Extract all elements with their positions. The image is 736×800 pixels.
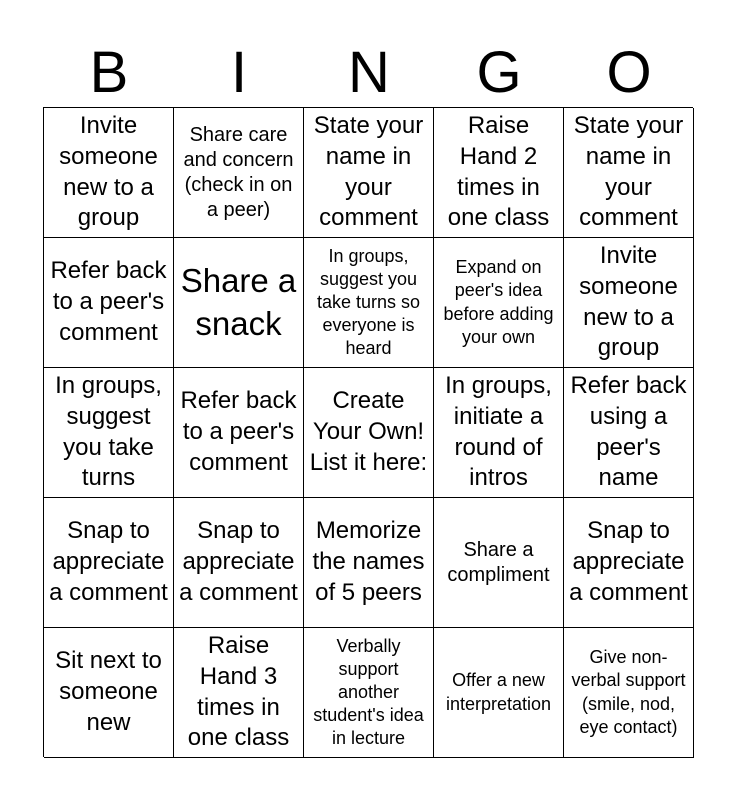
bingo-cell	[304, 238, 434, 368]
bingo-cell	[564, 108, 694, 238]
cell-text: Memorize the names of 5 peers	[312, 517, 425, 606]
cell-text: In groups, initiate a round of intros	[445, 372, 552, 492]
bingo-cell	[564, 498, 694, 628]
bingo-cell	[434, 238, 564, 368]
bingo-cell	[564, 368, 694, 498]
bingo-cell	[564, 238, 694, 368]
bingo-cell	[304, 498, 434, 628]
bingo-cell	[304, 368, 434, 498]
bingo-board	[43, 107, 693, 757]
bingo-cell	[44, 498, 174, 628]
cell-text: Raise Hand 3 times in one class	[187, 632, 290, 752]
header-letter-n: N	[348, 40, 390, 105]
bingo-cell	[434, 498, 564, 628]
cell-text: Give non-verbal support (smile, nod, eye contact)	[571, 647, 686, 737]
cell-text: In groups, suggest you take turns so everyone is heard	[316, 245, 421, 359]
bingo-cell	[174, 628, 304, 758]
bingo-cell	[44, 368, 174, 498]
cell-text: Verbally support another student's idea in lecture	[313, 635, 424, 749]
bingo-cell	[44, 108, 174, 238]
bingo-cell	[434, 108, 564, 238]
bingo-cell	[434, 368, 564, 498]
cell-text: Refer back to a peer's comment	[50, 257, 167, 346]
cell-text: Offer a new interpretation	[445, 670, 552, 714]
bingo-cell	[304, 108, 434, 238]
header-letter-g: G	[476, 40, 522, 105]
cell-text: Snap to appreciate a comment	[179, 517, 298, 606]
bingo-cell	[174, 108, 304, 238]
cell-text: Share a snack	[180, 262, 297, 342]
cell-text: Raise Hand 2 times in one class	[447, 112, 550, 232]
cell-text: Snap to appreciate a comment	[49, 517, 168, 606]
bingo-cell	[174, 368, 304, 498]
bingo-cell	[434, 628, 564, 758]
bingo-cell	[304, 628, 434, 758]
bingo-cell	[44, 628, 174, 758]
cell-text: Refer back using a peer's name	[570, 372, 687, 492]
bingo-cell	[174, 238, 304, 368]
cell-text: Share a compliment	[447, 538, 550, 586]
cell-text: State your name in your comment	[573, 112, 684, 232]
cell-text: Invite someone new to a group	[59, 112, 158, 232]
cell-text: Sit next to someone new	[55, 647, 162, 736]
bingo-cell	[564, 628, 694, 758]
cell-text: Share care and concern (check in on a peer)	[183, 123, 294, 221]
cell-text: In groups, suggest you take turns	[55, 372, 162, 492]
header-letter-o: O	[606, 40, 652, 105]
header-letter-i: I	[230, 40, 248, 105]
bingo-cell	[174, 498, 304, 628]
cell-text: Expand on peer's idea before adding your own	[443, 257, 554, 347]
cell-text: State your name in your comment	[313, 112, 424, 232]
cell-text: Invite someone new to a group	[579, 242, 678, 362]
bingo-cell	[44, 238, 174, 368]
bingo-header	[44, 40, 694, 106]
cell-text: Snap to appreciate a comment	[569, 517, 688, 606]
cell-text: Refer back to a peer's comment	[180, 387, 297, 476]
cell-text: Create Your Own! List it here:	[309, 387, 428, 476]
header-letter-b: B	[89, 40, 129, 105]
